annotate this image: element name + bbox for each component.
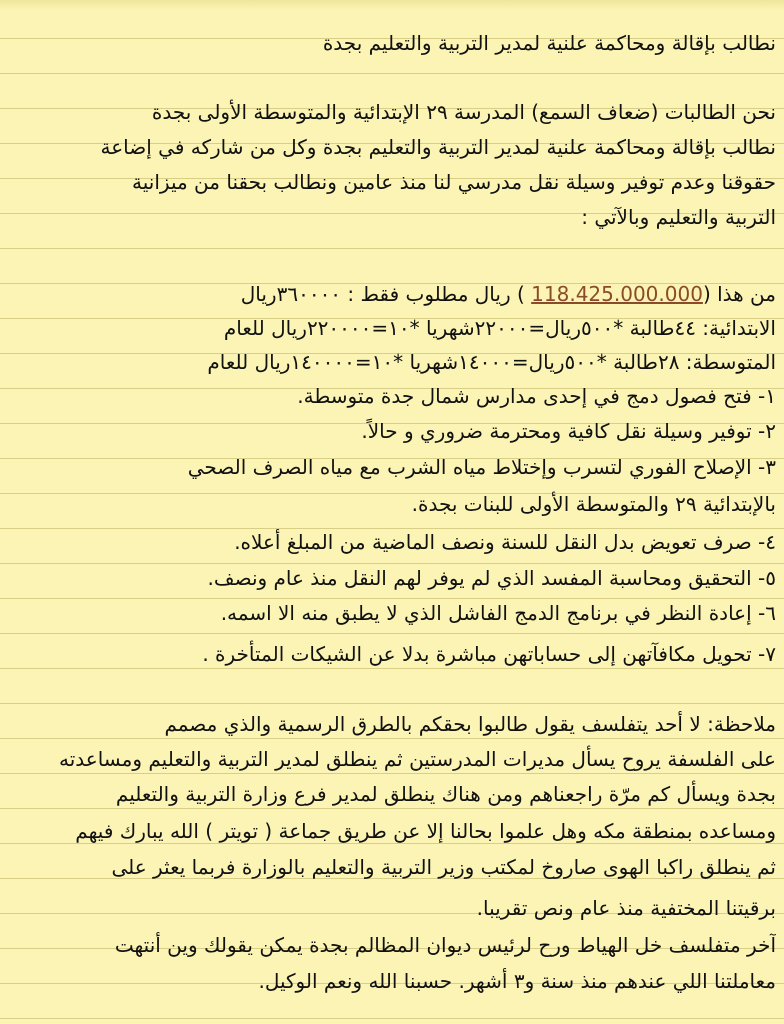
intro-line-4: التربية والتعليم وبالآتي : bbox=[581, 205, 776, 229]
demand-3-cont: بالإبتدائية ٢٩ والمتوسطة الأولى للبنات بجدة. bbox=[411, 492, 776, 516]
demand-3: ٣- الإصلاح الفوري لتسرب وإختلاط مياه الشرب مع مياه الصرف الصحي bbox=[187, 455, 776, 479]
note-line-4: ومساعده بمنطقة مكه وهل علموا بحالنا إلا عن طريق جماعة ( تويتر ) الله يبارك فيهم bbox=[75, 819, 776, 843]
demand-1: ١- فتح فصول دمج في إحدى مدارس شمال جدة متوسطة. bbox=[297, 384, 776, 408]
calc-primary: الابتدائية: ٤٤طالبة *٥٠٠ريال=٢٢٠٠٠شهريا *١٠=٢٢٠٠٠٠ريال للعام bbox=[223, 316, 776, 340]
note-line-7: آخر متفلسف خل الهياط ورح لرئيس ديوان المظالم بجدة يمكن يقولك وين أنتهت bbox=[114, 933, 776, 957]
demand-2: ٢- توفير وسيلة نقل كافية ومحترمة ضروري و حالاً. bbox=[361, 419, 776, 443]
note-line-2: على الفلسفة يروح يسأل مديرات المدرستين ثم ينطلق لمدير التربية والتعليم ومساعدته bbox=[58, 747, 776, 771]
note-line-1: ملاحظة: لا أحد يتفلسف يقول طالبوا بحقكم بالطرق الرسمية والذي مصمم bbox=[164, 712, 776, 736]
intro-line-2: نطالب بإقالة ومحاكمة علنية لمدير التربية والتعليم بجدة وكل من شاركه في إضاعة bbox=[100, 135, 776, 159]
calc-middle: المتوسطة: ٢٨طالبة *٥٠٠ريال=١٤٠٠٠شهريا *١٠=١٤٠٠٠٠ريال للعام bbox=[207, 350, 776, 374]
demand-5: ٥- التحقيق ومحاسبة المفسد الذي لم يوفر لهم النقل منذ عام ونصف. bbox=[207, 566, 776, 590]
intro-line-3: حقوقنا وعدم توفير وسيلة نقل مدرسي لنا منذ عامين ونطالب بحقنا من ميزانية bbox=[132, 170, 776, 194]
demand-4: ٤- صرف تعويض بدل النقل للسنة ونصف الماضية من المبلغ أعلاه. bbox=[234, 530, 776, 554]
budget-amount-link[interactable]: 118.425.000.000 bbox=[531, 282, 703, 306]
intro-line-1: نحن الطالبات (ضعاف السمع) المدرسة ٢٩ الإبتدائية والمتوسطة الأولى بجدة bbox=[151, 100, 776, 124]
notes-header-band bbox=[0, 0, 784, 10]
note-line-3: بجدة ويسأل كم مرّة راجعناهم ومن هناك ينطلق لمدير فرع وزارة التربية والتعليم bbox=[115, 782, 776, 806]
document-title: نطالب بإقالة ومحاكمة علنية لمدير التربية والتعليم بجدة bbox=[322, 31, 776, 55]
budget-line bbox=[6, 279, 776, 309]
note-line-8: معاملتنا اللي عندهم منذ سنة و٣ أشهر. حسبنا الله ونعم الوكيل. bbox=[258, 969, 776, 993]
demand-7: ٧- تحويل مكافآتهن إلى حساباتهن مباشرة بدلا عن الشيكات المتأخرة . bbox=[202, 642, 776, 666]
budget-suffix: ) ريال مطلوب فقط : ٣٦٠٠٠٠ريال bbox=[240, 282, 532, 306]
budget-prefix: من هذا ( bbox=[702, 282, 776, 306]
note-line-6: برقيتنا المختفية منذ عام ونص تقريبا. bbox=[476, 896, 776, 920]
demand-6: ٦- إعادة النظر في برنامج الدمج الفاشل الذي لا يطبق منه الا اسمه. bbox=[220, 601, 776, 625]
note-line-5: ثم ينطلق راكبا الهوى صاروخ لمكتب وزير التربية والتعليم بالوزارة فربما يعثر على bbox=[111, 855, 776, 879]
